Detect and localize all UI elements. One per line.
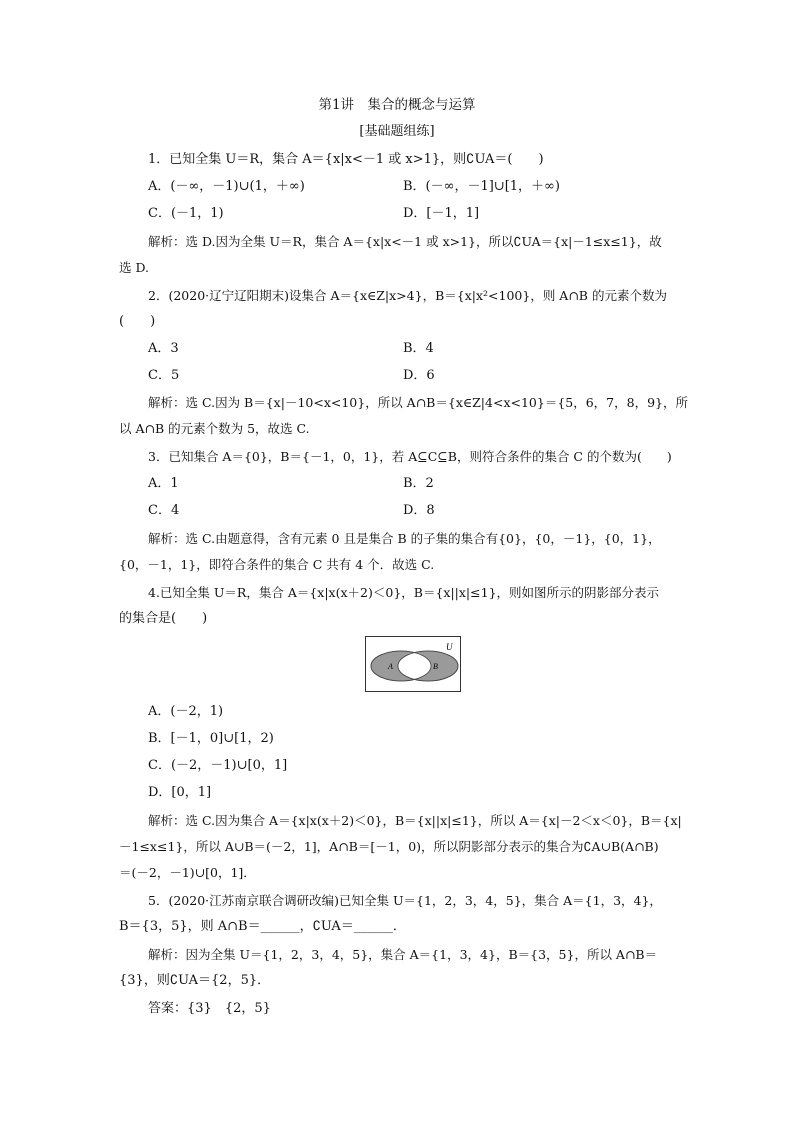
q1-stem: 1．已知全集 U＝R，集合 A＝{x|x<－1 或 x>1}，则∁UA＝( ) bbox=[148, 152, 544, 167]
q2-analysis-line1: 解析：选 C.因为 B＝{x|－10<x<10}，所以 A∩B＝{x∈Z|4<x<10}＝{5，6，7，8，9}，所 bbox=[148, 395, 688, 410]
q4-analysis-line2: －1≤x≤1}，所以 A∪B＝(－2，1]，A∩B＝[－1，0)，所以阴影部分表示的集合为∁A∪B(A∩B) bbox=[119, 839, 659, 854]
q4-analysis-line3: ＝(－2，－1)∪[0，1]． bbox=[119, 865, 256, 880]
q2-option-b: B．4 bbox=[403, 341, 434, 356]
q4-option-b: B．[－1，0]∪[1，2) bbox=[148, 731, 274, 746]
q2-stem-line2: ( ) bbox=[119, 314, 156, 329]
q4-stem-line1: 4.已知全集 U＝R，集合 A＝{x|x(x＋2)＜0}，B＝{x||x|≤1}，则如图所示的阴影部分表示 bbox=[148, 585, 660, 600]
q2-option-c: C．5 bbox=[148, 368, 180, 383]
q5-stem-line2: B＝{3，5}，则 A∩B＝______，∁UA＝______． bbox=[119, 919, 406, 934]
q1-option-a: A．(－∞，－1)∪(1，＋∞) bbox=[148, 179, 305, 194]
q5-analysis-line1: 解析：因为全集 U＝{1，2，3，4，5}，集合 A＝{1，3，4}，B＝{3，5}，所以 A∩B＝ bbox=[148, 947, 658, 962]
q4-option-c: C．(－2，－1)∪[0，1] bbox=[148, 758, 288, 773]
label-b: B bbox=[433, 662, 438, 671]
q2-option-a: A．3 bbox=[148, 341, 179, 356]
q2-analysis-line2: 以 A∩B 的元素个数为 5，故选 C. bbox=[119, 421, 310, 436]
venn-diagram bbox=[365, 636, 461, 692]
q2-stem-line1: 2．(2020·辽宁辽阳期末)设集合 A＝{x∈Z|x>4}，B＝{x|x²<100}，则 A∩B 的元素个数为 bbox=[148, 288, 667, 303]
label-a: A bbox=[388, 662, 393, 671]
q1-option-b: B．(－∞，－1]∪[1，＋∞) bbox=[403, 179, 560, 194]
q4-stem-line2: 的集合是( ) bbox=[119, 611, 208, 626]
q3-analysis-line1: 解析：选 C.由题意得，含有元素 0 且是集合 B 的子集的集合有{0}，{0，－1}，{0，1}， bbox=[148, 531, 661, 546]
q5-stem-line1: 5．(2020·江苏南京联合调研改编)已知全集 U＝{1，2，3，4，5}，集合 A＝{1，3，4}， bbox=[148, 893, 662, 908]
q2-option-d: D．6 bbox=[403, 368, 435, 383]
page-title: 第1讲 集合的概念与运算 bbox=[318, 97, 476, 113]
q1-analysis-line2: 选 D. bbox=[119, 260, 150, 275]
q5-answer: 答案：{3} {2，5} bbox=[148, 1001, 271, 1016]
q4-option-a: A．(－2，1) bbox=[148, 704, 224, 719]
q3-stem: 3．已知集合 A＝{0}，B＝{－1，0，1}，若 A⊆C⊆B，则符合条件的集合 C 的个数为( ) bbox=[148, 449, 672, 464]
q3-option-d: D．8 bbox=[403, 503, 435, 518]
label-u: U bbox=[446, 642, 453, 652]
q5-analysis-line2: {3}，则∁UA＝{2，5}． bbox=[119, 973, 271, 988]
q3-option-c: C．4 bbox=[148, 503, 180, 518]
q3-option-b: B．2 bbox=[403, 476, 434, 491]
q1-option-d: D．[－1，1] bbox=[403, 206, 480, 221]
q1-analysis-line1: 解析：选 D.因为全集 U＝R，集合 A＝{x|x<－1 或 x>1}，所以∁UA＝{x|－1≤x≤1}，故 bbox=[148, 234, 662, 249]
q4-option-d: D．[0，1] bbox=[148, 785, 212, 800]
venn-diagram-svg bbox=[366, 637, 460, 691]
q4-analysis-line1: 解析：选 C.因为集合 A＝{x|x(x＋2)＜0}，B＝{x||x|≤1}，所以 A＝{x|－2＜x＜0}，B＝{x| bbox=[148, 813, 682, 828]
q1-option-c: C．(－1，1) bbox=[148, 206, 224, 221]
q3-option-a: A．1 bbox=[148, 476, 179, 491]
page-subtitle: [基础题组练] bbox=[359, 124, 435, 139]
q3-analysis-line2: {0，－1，1}，即符合条件的集合 C 共有 4 个．故选 C. bbox=[119, 557, 435, 572]
